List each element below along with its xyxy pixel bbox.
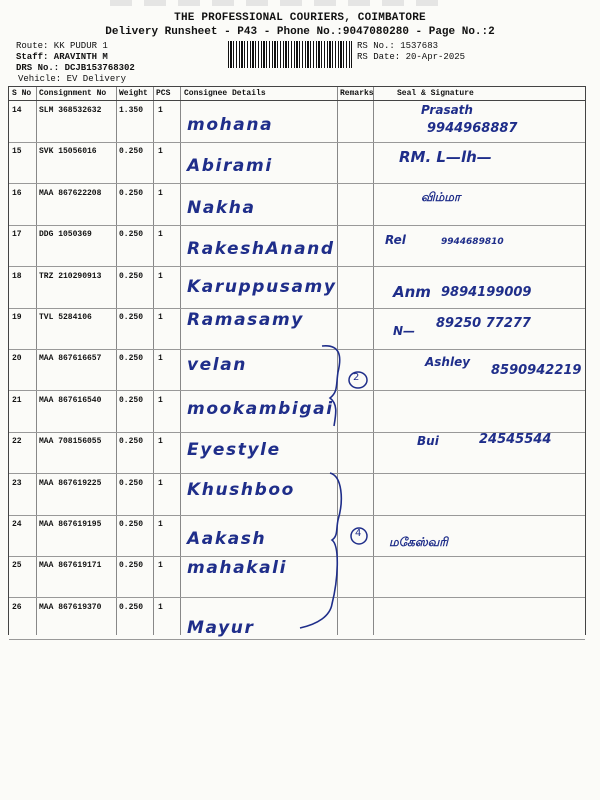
row-weight: 0.250 bbox=[119, 602, 144, 612]
row-consignment-no: MAA 867622208 bbox=[39, 188, 102, 198]
row-signature: Rel bbox=[385, 233, 406, 248]
row-sno: 19 bbox=[12, 313, 22, 322]
row-consignee-handwritten: Nakha bbox=[187, 197, 256, 218]
col-pcs-header: PCS bbox=[156, 89, 171, 98]
row-consignee-handwritten: Mayur bbox=[187, 617, 255, 638]
row-signature: விம்மா bbox=[421, 189, 461, 204]
row-weight: 0.250 bbox=[119, 395, 144, 405]
row-signature: Bui bbox=[417, 434, 439, 449]
row-signature: N— bbox=[393, 324, 416, 338]
col-consignment-header: Consignment No bbox=[39, 89, 107, 98]
col-sno-header: S No bbox=[12, 89, 32, 98]
row-consignee-handwritten: RakeshAnand bbox=[187, 239, 335, 260]
row-signature: Ashley bbox=[425, 355, 471, 370]
row-signature: RM. L—lh— bbox=[399, 148, 492, 167]
row-signature: Prasath bbox=[421, 103, 473, 117]
row-pcs: 1 bbox=[158, 602, 163, 612]
table-row bbox=[9, 598, 585, 640]
row-sno: 26 bbox=[12, 602, 22, 612]
row-sno: 17 bbox=[12, 230, 22, 240]
table-row bbox=[9, 556, 585, 598]
row-consignee-handwritten: Khushboo bbox=[187, 479, 295, 500]
row-weight: 0.250 bbox=[119, 271, 144, 281]
row-consignee-handwritten: velan bbox=[187, 355, 248, 376]
row-sno: 23 bbox=[12, 478, 22, 488]
table-header bbox=[9, 87, 585, 101]
row-sno: 21 bbox=[12, 395, 22, 405]
row-consignment-no: TVL 5284106 bbox=[39, 313, 92, 322]
row-consignment-no: MAA 867619225 bbox=[39, 478, 102, 488]
rs-number: RS No.: 1537683 bbox=[357, 41, 439, 51]
vehicle-label: Vehicle: EV Delivery bbox=[18, 74, 127, 84]
row-weight: 0.250 bbox=[119, 354, 144, 364]
runsheet-table bbox=[8, 86, 586, 638]
row-consignee-handwritten: mahakali bbox=[187, 558, 287, 579]
row-sno: 18 bbox=[12, 271, 22, 281]
row-sno: 25 bbox=[12, 561, 22, 571]
row-consignment-no: MAA 867616657 bbox=[39, 354, 102, 364]
runsheet-subtitle: Delivery Runsheet - P43 - Phone No.:9047080280 - Page No.:2 bbox=[105, 26, 495, 38]
row-weight: 0.250 bbox=[119, 147, 144, 157]
col-remarks-header: Remarks bbox=[340, 89, 374, 98]
row-consignee-handwritten: mohana bbox=[187, 115, 274, 135]
row-consignee-handwritten: Aakash bbox=[187, 529, 267, 549]
row-signature: Anm bbox=[393, 282, 431, 301]
col-seal-header: Seal & Signature bbox=[397, 89, 474, 98]
row-consignment-no: MAA 708156055 bbox=[39, 437, 102, 447]
table-row bbox=[9, 225, 585, 267]
row-weight: 0.250 bbox=[119, 437, 144, 447]
row-consignment-no: MAA 867619370 bbox=[39, 602, 102, 612]
row-pcs: 1 bbox=[158, 395, 163, 405]
staff-label: Staff: ARAVINTH M bbox=[16, 52, 108, 62]
table-row bbox=[9, 515, 585, 557]
row-phone-handwritten: 9944968887 bbox=[427, 121, 518, 136]
row-consignee-handwritten: Karuppusamy bbox=[187, 276, 337, 297]
row-pcs: 1 bbox=[158, 313, 163, 322]
row-pcs: 1 bbox=[158, 520, 163, 529]
row-consignment-no: SVK 15056016 bbox=[39, 147, 97, 157]
row-pcs: 1 bbox=[158, 230, 163, 240]
group-marker-a: 2 bbox=[353, 372, 360, 383]
row-consignee-handwritten: Ramasamy bbox=[187, 310, 304, 330]
row-weight: 0.250 bbox=[119, 188, 144, 198]
table-row bbox=[9, 267, 585, 309]
row-pcs: 1 bbox=[158, 354, 163, 364]
row-sno: 15 bbox=[12, 147, 22, 157]
row-consignment-no: DDG 1050369 bbox=[39, 230, 92, 240]
table-row bbox=[9, 101, 585, 143]
table-row bbox=[9, 474, 585, 516]
row-consignment-no: TRZ 210290913 bbox=[39, 271, 102, 281]
row-pcs: 1 bbox=[158, 147, 163, 157]
row-sno: 14 bbox=[12, 106, 22, 115]
runsheet-barcode bbox=[228, 41, 352, 68]
row-sno: 22 bbox=[12, 437, 22, 447]
row-weight: 0.250 bbox=[119, 478, 144, 488]
company-title: THE PROFESSIONAL COURIERS, COIMBATORE bbox=[174, 12, 426, 24]
row-consignee-handwritten: Abirami bbox=[187, 156, 273, 177]
row-consignment-no: MAA 867616540 bbox=[39, 395, 102, 405]
col-weight-header: Weight bbox=[119, 89, 148, 98]
table-row bbox=[9, 432, 585, 474]
group-marker-b: 4 bbox=[355, 528, 362, 539]
row-consignee-handwritten: mookambigai bbox=[187, 398, 334, 419]
row-phone-handwritten: 24545544 bbox=[479, 432, 552, 448]
row-pcs: 1 bbox=[158, 437, 163, 447]
route-label: Route: KK PUDUR 1 bbox=[16, 41, 108, 51]
row-weight: 0.250 bbox=[119, 313, 144, 322]
drs-label: DRS No.: DCJB153768302 bbox=[16, 63, 135, 73]
row-pcs: 1 bbox=[158, 106, 163, 115]
row-pcs: 1 bbox=[158, 188, 163, 198]
row-weight: 0.250 bbox=[119, 561, 144, 571]
row-weight: 0.250 bbox=[119, 230, 144, 240]
row-phone-handwritten: 89250 77277 bbox=[436, 316, 531, 331]
row-sno: 20 bbox=[12, 354, 22, 364]
table-row bbox=[9, 184, 585, 226]
row-signature: மகேஸ்வரி bbox=[389, 535, 448, 549]
row-pcs: 1 bbox=[158, 478, 163, 488]
row-phone-handwritten: 9944689810 bbox=[441, 237, 504, 248]
table-row bbox=[9, 391, 585, 433]
row-sno: 16 bbox=[12, 188, 22, 198]
row-phone-handwritten: 8590942219 bbox=[491, 363, 582, 379]
col-consignee-header: Consignee Details bbox=[184, 89, 266, 98]
row-weight: 0.250 bbox=[119, 520, 144, 529]
row-consignment-no: MAA 867619171 bbox=[39, 561, 102, 571]
table-row bbox=[9, 142, 585, 184]
row-phone-handwritten: 9894199009 bbox=[441, 284, 532, 300]
row-pcs: 1 bbox=[158, 561, 163, 571]
row-consignment-no: MAA 867619195 bbox=[39, 520, 102, 529]
table-row bbox=[9, 349, 585, 391]
table-row bbox=[9, 308, 585, 350]
row-consignment-no: SLM 368532632 bbox=[39, 106, 102, 115]
row-consignee-handwritten: Eyestyle bbox=[187, 440, 281, 461]
scan-artifact-strip bbox=[110, 0, 450, 6]
rs-date: RS Date: 20-Apr-2025 bbox=[357, 52, 466, 62]
row-sno: 24 bbox=[12, 520, 22, 529]
row-pcs: 1 bbox=[158, 271, 163, 281]
row-weight: 1.350 bbox=[119, 106, 144, 115]
